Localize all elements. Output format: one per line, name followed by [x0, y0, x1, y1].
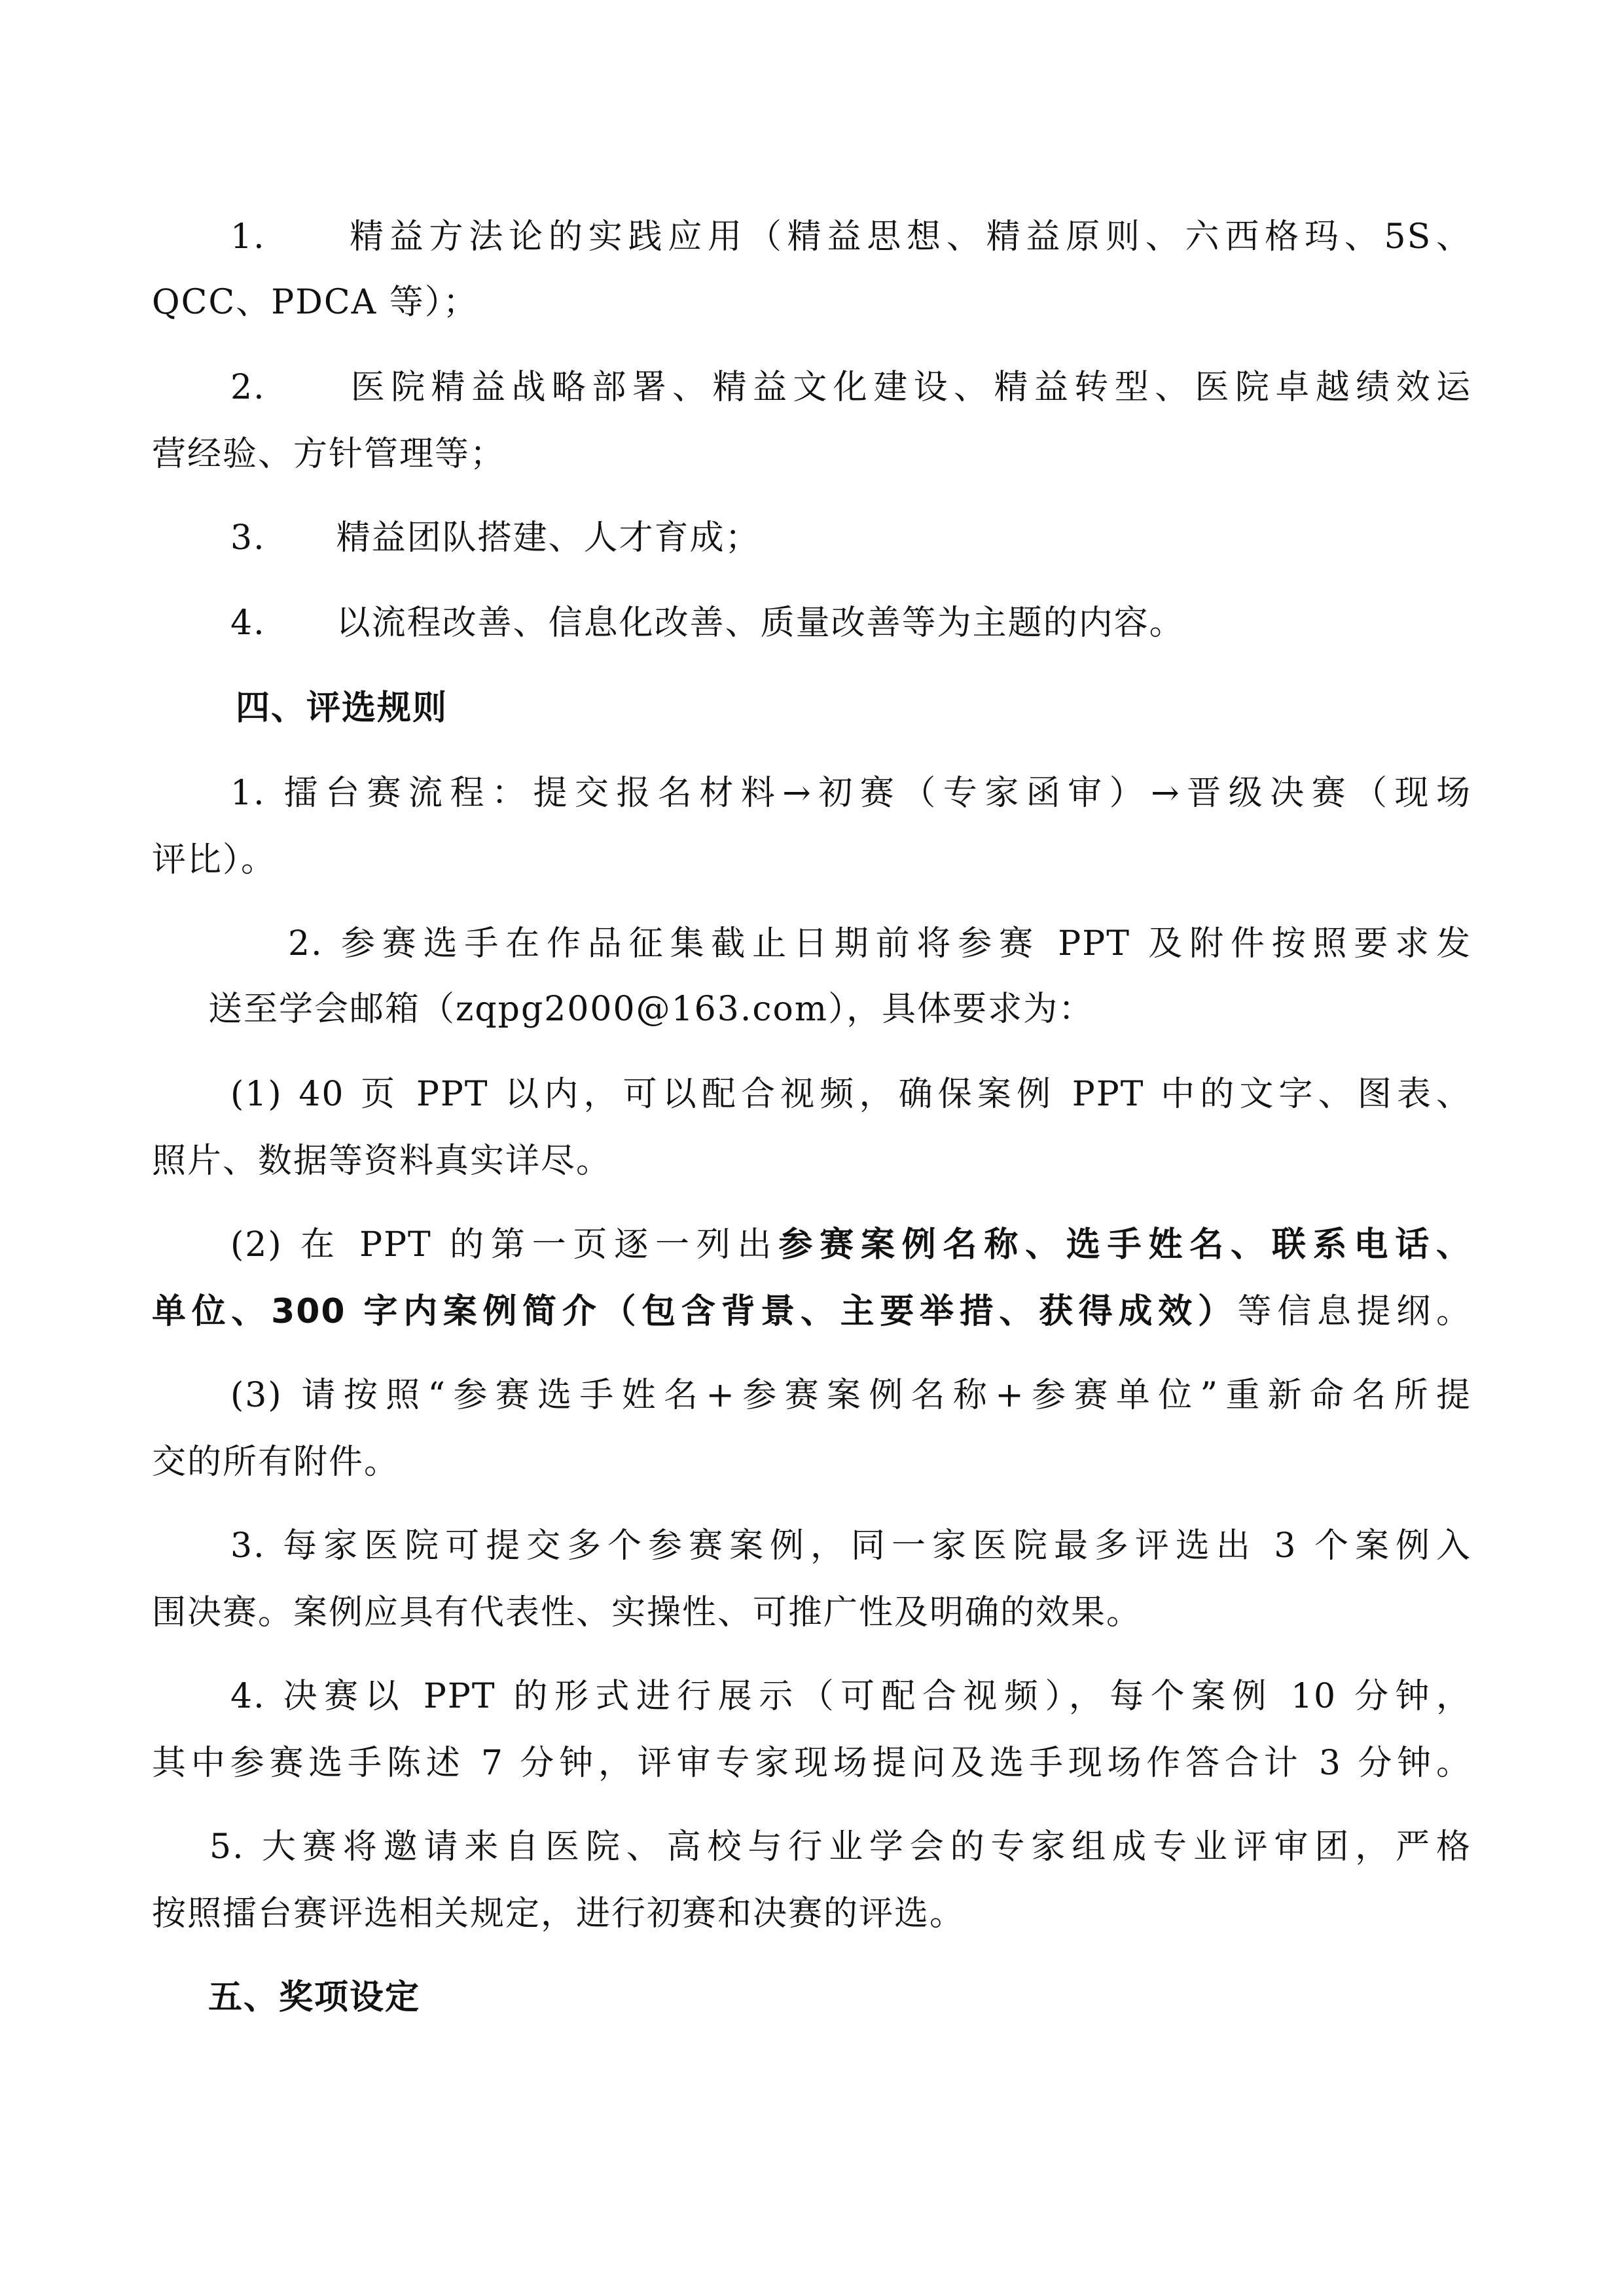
list-item-4: 4. 以流程改善、信息化改善、质量改善等为主题的内容。: [230, 603, 1185, 643]
rules-item-2-line2: 送至学会邮箱（zqpg2000@163.com），具体要求为：: [208, 990, 1094, 1029]
list-item-1-line1: 1. 精益方法论的实践应用（精益思想、精益原则、六西格玛、5S、: [230, 217, 1471, 257]
rules-sub-2-suffix: 等信息提纲。: [1237, 1292, 1471, 1331]
rules-item-5-line2: 按照擂台赛评选相关规定，进行初赛和决赛的评选。: [152, 1894, 965, 1933]
rules-item-5-line1: 5. 大赛将邀请来自医院、高校与行业学会的专家组成专业评审团，严格: [209, 1827, 1471, 1867]
section-heading-rules: 四、评选规则: [236, 689, 448, 728]
rules-item-4-line2: 其中参赛选手陈述 7 分钟，评审专家现场提问及选手现场作答合计 3 分钟。: [152, 1744, 1471, 1783]
rules-item-3-line1: 3. 每家医院可提交多个参赛案例，同一家医院最多评选出 3 个案例入: [230, 1526, 1471, 1566]
list-item-3: 3. 精益团队搭建、人才育成；: [230, 518, 761, 558]
rules-item-1-line1: 1. 擂台赛流程：提交报名材料→初赛（专家函审）→晋级决赛（现场: [230, 774, 1471, 813]
rules-item-2-line1: 2. 参赛选手在作品征集截止日期前将参赛 PPT 及附件按照要求发: [288, 924, 1471, 963]
rules-sub-3-line2: 交的所有附件。: [152, 1443, 400, 1482]
rules-sub-2-bold-2: 单位、300 字内案例简介（包含背景、主要举措、获得成效）: [152, 1292, 1238, 1331]
list-item-1-line2: QCC、PDCA 等）；: [152, 283, 478, 322]
list-item-2-line2: 营经验、方针管理等；: [152, 435, 506, 474]
rules-sub-3-line1: (3) 请按照“参赛选手姓名+参赛案例名称+参赛单位”重新命名所提: [230, 1376, 1471, 1415]
rules-sub-1-line1: (1) 40 页 PPT 以内，可以配合视频，确保案例 PPT 中的文字、图表、: [230, 1075, 1471, 1114]
rules-sub-2-bold-1: 参赛案例名称、选手姓名、联系电话、: [778, 1225, 1471, 1265]
rules-sub-2-line1: [230, 1224, 1471, 1266]
rules-item-3-line2: 围决赛。案例应具有代表性、实操性、可推广性及明确的效果。: [152, 1593, 1142, 1632]
rules-item-4-line1: 4. 决赛以 PPT 的形式进行展示（可配合视频），每个案例 10 分钟，: [230, 1677, 1471, 1716]
rules-item-1-line2: 评比）。: [152, 840, 277, 880]
list-item-2-line1: 2. 医院精益战略部署、精益文化建设、精益转型、医院卓越绩效运: [230, 368, 1471, 407]
rules-sub-2-prefix: (2) 在 PPT 的第一页逐一列出: [230, 1225, 779, 1265]
rules-sub-2-line2: [152, 1291, 1471, 1333]
rules-sub-1-line2: 照片、数据等资料真实详尽。: [152, 1141, 612, 1181]
section-heading-awards: 五、奖项设定: [208, 1978, 421, 2017]
